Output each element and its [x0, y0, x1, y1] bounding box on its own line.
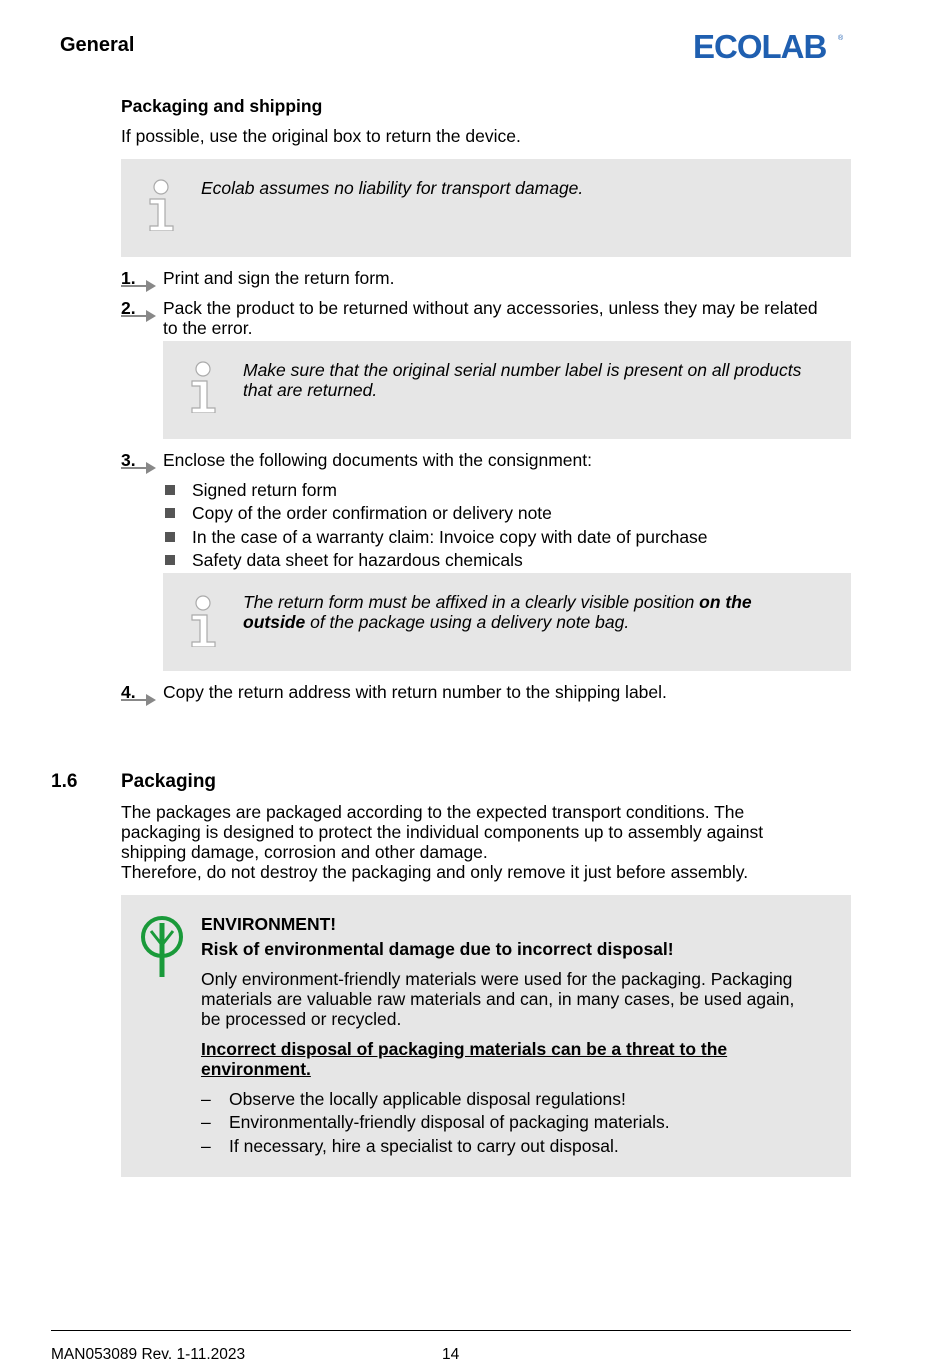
info-note [163, 341, 851, 439]
list-item: Signed return form [192, 480, 337, 500]
list-item: Safety data sheet for hazardous chemicals [192, 550, 523, 570]
step-text: Pack the product to be returned without any accessories, unless they may be related [163, 298, 818, 318]
footer-doc-id: MAN053089 Rev. 1-11.2023 [51, 1346, 246, 1363]
step-number: 4. [121, 682, 136, 702]
ecolab-logo [693, 30, 845, 62]
environment-item: Observe the locally applicable disposal regulations! [229, 1089, 626, 1109]
paragraph-line: The packages are packaged according to the expected transport conditions. The [121, 802, 745, 822]
note-text [243, 592, 752, 612]
page-header-title: General [60, 34, 135, 56]
environment-body-line: Only environment-friendly materials were used for the packaging. Packaging [201, 969, 793, 989]
note-text-bold: outside [243, 612, 306, 632]
step-text: Enclose the following documents with the consignment: [163, 450, 592, 470]
svg-text:®: ® [838, 35, 844, 42]
step-number: 2. [121, 298, 136, 318]
note-text-cont: that are returned. [243, 380, 378, 400]
environment-warning-line: environment. [201, 1059, 311, 1079]
environment-note [121, 895, 851, 1177]
note-text-normal: of the package using a delivery note bag. [305, 612, 630, 632]
dash-bullet: – [201, 1136, 211, 1156]
tree-icon [139, 915, 185, 977]
square-bullet-icon [165, 555, 175, 565]
note-text: Make sure that the original serial number label is present on all products [243, 360, 802, 380]
info-note [163, 573, 851, 671]
intro-text: If possible, use the original box to return the device. [121, 126, 521, 146]
paragraph-line: Therefore, do not destroy the packaging and only remove it just before assembly. [121, 862, 749, 882]
subsection-heading: Packaging and shipping [121, 96, 323, 116]
list-item: Copy of the order confirmation or delivery note [192, 503, 552, 523]
section-number: 1.6 [51, 771, 78, 792]
info-icon [146, 179, 176, 231]
info-note [121, 159, 851, 257]
environment-item: If necessary, hire a specialist to carry out disposal. [229, 1136, 619, 1156]
step-number: 1. [121, 268, 136, 288]
square-bullet-icon [165, 508, 175, 518]
dash-bullet: – [201, 1089, 211, 1109]
environment-warning-line: Incorrect disposal of packaging materials can be a threat to the [201, 1039, 728, 1059]
step-arrow-icon [121, 308, 157, 322]
note-text-cont [243, 612, 629, 632]
paragraph-line: packaging is designed to protect the individual components up to assembly against [121, 822, 764, 842]
environment-body-line: be processed or recycled. [201, 1009, 402, 1029]
step-text: Print and sign the return form. [163, 268, 395, 288]
step-text-cont: to the error. [163, 318, 253, 338]
step-arrow-icon [121, 460, 157, 474]
note-text-normal: The return form must be affixed in a clearly visible position [243, 592, 700, 612]
footer-page-number: 14 [442, 1346, 460, 1363]
step-text: Copy the return address with return number to the shipping label. [163, 682, 667, 702]
environment-body-line: materials are valuable raw materials and can, in many cases, be used again, [201, 989, 795, 1009]
environment-risk: Risk of environmental damage due to incorrect disposal! [201, 939, 674, 959]
note-text: Ecolab assumes no liability for transport damage. [201, 178, 584, 198]
info-icon [188, 595, 218, 647]
step-arrow-icon [121, 692, 157, 706]
note-text-bold: on the [699, 592, 752, 612]
step-arrow-icon [121, 278, 157, 292]
info-icon [188, 361, 218, 413]
dash-bullet: – [201, 1112, 211, 1132]
square-bullet-icon [165, 485, 175, 495]
section-title: Packaging [121, 771, 217, 792]
footer-divider [51, 1330, 851, 1331]
square-bullet-icon [165, 532, 175, 542]
environment-item: Environmentally-friendly disposal of packaging materials. [229, 1112, 670, 1132]
environment-label: ENVIRONMENT! [201, 914, 337, 934]
list-item: In the case of a warranty claim: Invoice copy with date of purchase [192, 527, 708, 547]
logo-text: ECOLAB [693, 30, 827, 62]
step-number: 3. [121, 450, 136, 470]
paragraph-line: shipping damage, corrosion and other damage. [121, 842, 488, 862]
